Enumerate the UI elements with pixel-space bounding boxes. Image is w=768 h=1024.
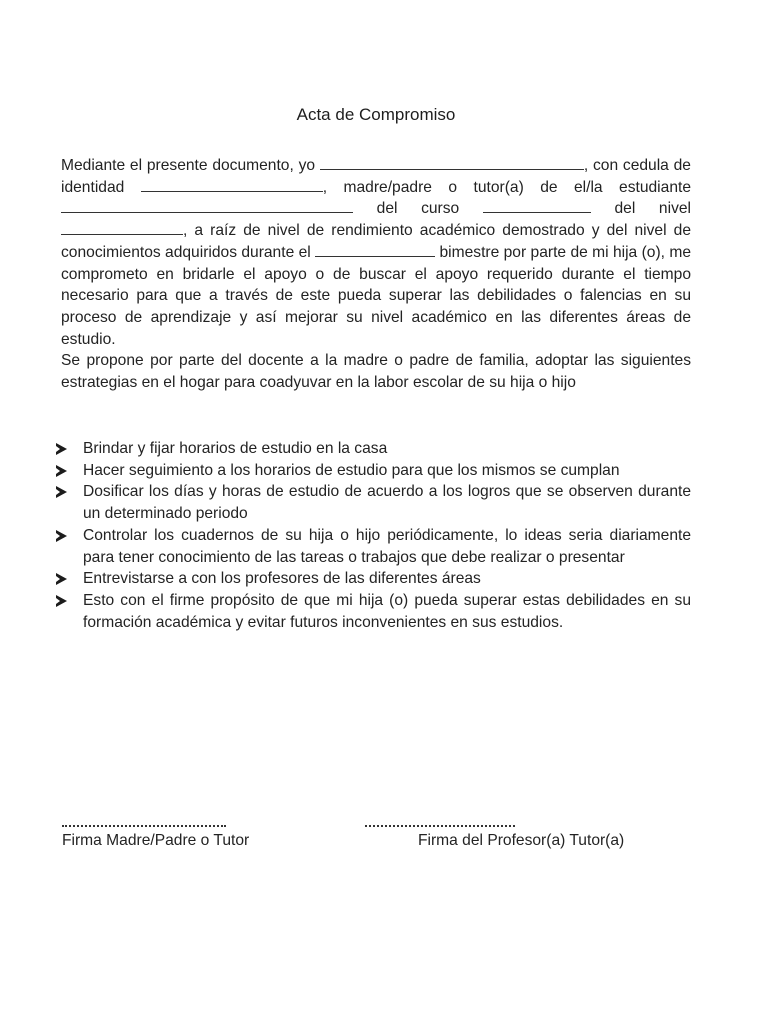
strategy-list (55, 438, 691, 633)
id-blank (141, 177, 323, 192)
intro-text-6: , a raíz de nivel de rendimiento académico demostrado y del nivel de conocimientos adquiridos durante el (61, 222, 691, 261)
teacher-signature-label: Firma del Profesor(a) Tutor(a) (418, 832, 625, 849)
strategy-text: Dosificar los días y horas de estudio de acuerdo a los logros que se observen durante un determinado periodo (83, 483, 691, 523)
document-body (61, 155, 691, 394)
arrowhead-bullet-icon (56, 465, 67, 477)
intro-text-2: , con cedula de identidad (61, 157, 691, 196)
strategy-item (55, 481, 691, 524)
strategy-item (55, 438, 691, 460)
intro-text-5: del nivel (614, 200, 692, 218)
course-blank (483, 198, 591, 213)
parent-signature-label: Firma Madre/Padre o Tutor (62, 832, 250, 849)
arrowhead-bullet-icon (56, 443, 67, 455)
intro-text-1: Mediante el presente documento, yo (61, 157, 316, 174)
strategy-text: Hacer seguimiento a los horarios de estudio para que los mismos se cumplan (83, 461, 620, 479)
intro-text-3: , madre/padre o tutor(a) de el/la estudiante (322, 178, 691, 196)
strategy-text: Esto con el firme propósito de que mi hija (o) pueda superar estas debilidades en su formación académica y evitar futuros inconvenientes en sus estudios. (83, 591, 691, 631)
strategy-item (55, 460, 691, 482)
proposal-paragraph: Se propone por parte del docente a la madre o padre de familia, adoptar las siguientes estrategias en el hogar para coadyuvar en la labor escolar de su hija o hijo (61, 352, 691, 392)
strategy-text: Brindar y fijar horarios de estudio en la casa (83, 440, 388, 457)
intro-paragraph (61, 155, 691, 350)
arrowhead-bullet-icon (56, 530, 67, 542)
arrowhead-bullet-icon (56, 573, 67, 585)
strategy-text: Entrevistarse a con los profesores de las diferentes áreas (83, 570, 481, 588)
strategy-item (55, 590, 691, 633)
arrowhead-bullet-icon (56, 486, 67, 498)
strategy-item (55, 525, 691, 568)
strategy-text: Controlar los cuadernos de su hija o hijo periódicamente, lo ideas seria diariamente para tener conocimiento de las tareas o trabajos que debe realizar o presentar (83, 526, 691, 566)
level-blank (61, 220, 183, 235)
bimester-blank (315, 242, 435, 257)
arrowhead-bullet-icon (56, 595, 67, 607)
teacher-signature-line (365, 825, 515, 827)
document-title: Acta de Compromiso (296, 105, 456, 124)
parent-signature-line (62, 825, 226, 827)
student-blank (61, 198, 353, 213)
strategy-item (55, 568, 691, 590)
intro-text-4: del curso (376, 200, 460, 218)
intro-text-7: bimestre por parte de mi hija (o), me comprometo en bridarle el apoyo o de buscar el apoyo requerido durante el tiempo necesario para que a través de este pueda superar las debilidades o falencias en su proceso de aprendizaje y así mejorar su nivel académico en las diferentes áreas de estudio. (61, 243, 692, 348)
name-blank (320, 155, 584, 170)
